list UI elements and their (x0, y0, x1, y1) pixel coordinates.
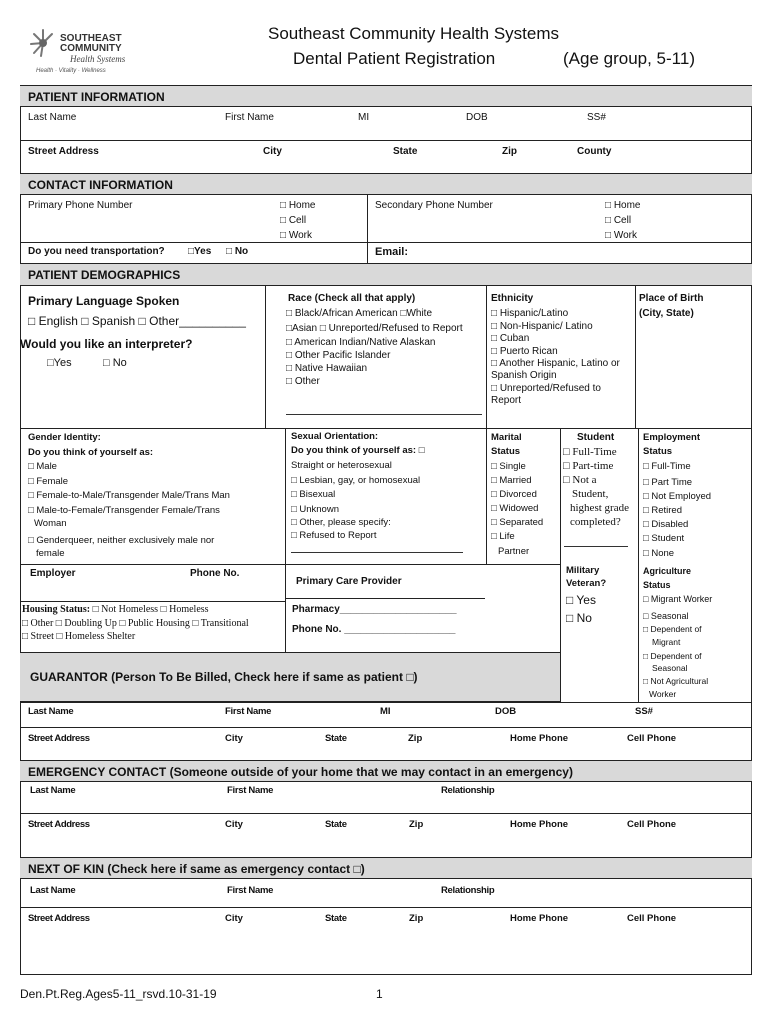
label-e-state: State (325, 819, 347, 830)
primary-work-checkbox[interactable]: □ Work (280, 230, 312, 241)
label-e-last-name: Last Name (30, 785, 76, 796)
label-city: City (263, 146, 282, 157)
marital-option[interactable]: □ Widowed (491, 503, 539, 514)
label-mi: MI (358, 112, 370, 123)
employment-option[interactable]: □ None (643, 548, 675, 559)
label-k-home-phone: Home Phone (510, 913, 569, 924)
logo-line1: SOUTHEAST (60, 33, 122, 44)
employment-option[interactable]: □ Full-Time (643, 461, 691, 472)
military-yes-checkbox[interactable]: □ Yes (566, 593, 596, 607)
label-orientation-question[interactable]: Do you think of yourself as: □ (291, 445, 425, 456)
student-option-cont: completed? (570, 516, 621, 528)
label-military-sub: Veteran? (566, 578, 607, 589)
housing-options-1[interactable]: □ Not Homeless □ Homeless (90, 604, 209, 615)
label-e-zip: Zip (409, 819, 424, 830)
employment-option[interactable]: □ Retired (643, 505, 683, 516)
ethnicity-option[interactable]: □ Unreported/Refused to (491, 383, 601, 394)
guarantor-heading[interactable]: GUARANTOR (Person To Be Billed, Check here if same as patient □) (30, 670, 418, 684)
label-g-last-name: Last Name (28, 706, 74, 717)
logo-line2: COMMUNITY (60, 43, 122, 54)
marital-option[interactable]: □ Divorced (491, 489, 537, 500)
label-g-cell-phone: Cell Phone (627, 733, 677, 744)
label-g-ssn: SS# (635, 706, 653, 717)
form-id: Den.Pt.Reg.Ages5-11_rsvd.10-31-19 (20, 987, 217, 1001)
sunburst-icon (28, 26, 58, 60)
contact-info-header: CONTACT INFORMATION (20, 173, 752, 195)
label-state: State (393, 146, 418, 157)
label-g-home-phone: Home Phone (510, 733, 569, 744)
label-g-zip: Zip (408, 733, 423, 744)
label-k-city: City (225, 913, 243, 924)
label-e-street: Street Address (28, 819, 90, 830)
gender-option[interactable]: □ Female (28, 476, 69, 487)
orientation-option: Straight or heterosexual (291, 460, 392, 471)
agriculture-option-cont: Seasonal (652, 663, 688, 673)
gender-option[interactable]: □ Female-to-Male/Transgender Male/Trans Man (28, 490, 230, 501)
logo-line3: Health Systems (70, 54, 126, 64)
label-birthplace: Place of Birth (639, 293, 704, 304)
label-pharmacy: Pharmacy_____________________ (292, 604, 457, 615)
interpreter-no-checkbox[interactable]: □ No (103, 357, 127, 369)
label-e-relationship: Relationship (441, 785, 495, 796)
label-race: Race (Check all that apply) (288, 293, 416, 304)
housing-options-2[interactable]: □ Other □ Doubling Up □ Public Housing □ Transitional (22, 618, 249, 629)
label-employment: Employment (643, 432, 701, 443)
label-agriculture: Agriculture (643, 566, 692, 576)
label-k-state: State (325, 913, 347, 924)
race-option[interactable]: □ American Indian/Native Alaskan (286, 337, 436, 348)
label-k-last-name: Last Name (30, 885, 76, 896)
primary-cell-checkbox[interactable]: □ Cell (280, 215, 307, 226)
agriculture-option[interactable]: □ Seasonal (643, 611, 689, 621)
ethnicity-option-cont: Report (491, 395, 522, 406)
agriculture-option[interactable]: □ Dependent of (643, 651, 702, 661)
ethnicity-option[interactable]: □ Another Hispanic, Latino or (491, 358, 620, 369)
employment-option[interactable]: □ Student (643, 533, 685, 544)
label-last-name: Last Name (28, 112, 77, 123)
gender-option[interactable]: □ Male-to-Female/Transgender Female/Trans (28, 505, 220, 516)
demographics-header: PATIENT DEMOGRAPHICS (20, 263, 752, 286)
student-option[interactable]: □ Part-time (563, 460, 614, 472)
label-g-city: City (225, 733, 243, 744)
agriculture-option-cont: Migrant (652, 637, 681, 647)
next-of-kin-heading[interactable]: NEXT OF KIN (Check here if same as emergency contact □) (28, 862, 365, 876)
form-title: Southeast Community Health Systems (268, 24, 560, 43)
logo-tagline: Health · Vitality · Wellness (36, 68, 106, 74)
gender-option-cont: female (36, 548, 65, 559)
ethnicity-option[interactable]: □ Non-Hispanic/ Latino (491, 321, 593, 332)
label-military: Military (566, 565, 600, 576)
housing-line1 (22, 604, 209, 616)
label-county: County (577, 146, 612, 157)
race-option[interactable]: □ Other (286, 376, 320, 387)
agriculture-option-cont: Worker (649, 689, 677, 699)
label-k-first-name: First Name (227, 885, 274, 896)
marital-option[interactable]: □ Married (491, 475, 532, 486)
label-birthplace-sub: (City, State) (639, 308, 694, 319)
patient-info-header: PATIENT INFORMATION (20, 85, 752, 107)
gender-option[interactable]: □ Male (28, 461, 57, 472)
ethnicity-option-cont: Spanish Origin (491, 370, 557, 381)
label-email: Email: (375, 246, 409, 258)
orientation-option[interactable]: □ Other, please specify: (291, 517, 391, 528)
label-orientation: Sexual Orientation: (291, 431, 379, 442)
race-option[interactable]: □ Black/African American □White (286, 308, 433, 319)
page-number: 1 (376, 987, 383, 1001)
language-options[interactable]: □ English □ Spanish □ Other__________ (28, 314, 246, 328)
marital-option-cont: Partner (498, 546, 530, 557)
label-k-zip: Zip (409, 913, 424, 924)
emergency-header (20, 760, 752, 782)
label-housing: Housing Status: (22, 604, 91, 615)
agriculture-option[interactable]: □ Migrant Worker (643, 594, 713, 604)
label-dob: DOB (466, 112, 488, 123)
label-primary-phone: Primary Phone Number (28, 200, 133, 211)
housing-options-3[interactable]: □ Street □ Homeless Shelter (22, 631, 136, 642)
label-g-first-name: First Name (225, 706, 272, 717)
gender-option-cont: Woman (34, 518, 67, 529)
label-marital-sub: Status (491, 446, 521, 457)
agriculture-option[interactable]: □ Not Agricultural (643, 676, 709, 686)
label-g-state: State (325, 733, 347, 744)
label-e-city: City (225, 819, 243, 830)
secondary-cell-checkbox[interactable]: □ Cell (605, 215, 632, 226)
race-option[interactable]: □ Native Hawaiian (286, 363, 368, 374)
label-employer: Employer (30, 568, 76, 579)
student-option[interactable]: □ Not a (563, 474, 597, 486)
label-e-home-phone: Home Phone (510, 819, 569, 830)
military-no-checkbox[interactable]: □ No (566, 611, 592, 625)
logo (24, 24, 144, 74)
student-option-cont: Student, (572, 488, 609, 500)
label-zip: Zip (502, 146, 517, 157)
label-e-cell-phone: Cell Phone (627, 819, 677, 830)
orientation-option[interactable]: □ Bisexual (291, 489, 336, 500)
label-employer-phone: Phone No. (190, 568, 240, 579)
label-k-relationship: Relationship (441, 885, 495, 896)
ethnicity-option[interactable]: □ Puerto Rican (491, 346, 558, 357)
employment-option[interactable]: □ Disabled (643, 519, 689, 530)
label-g-street: Street Address (28, 733, 90, 744)
label-marital: Marital (491, 432, 522, 443)
label-student: Student (577, 432, 615, 443)
label-employment-sub: Status (643, 446, 673, 457)
orientation-option[interactable]: □ Refused to Report (291, 530, 377, 541)
marital-option[interactable]: □ Single (491, 461, 526, 472)
ethnicity-option[interactable]: □ Hispanic/Latino (491, 308, 569, 319)
orientation-option[interactable]: □ Lesbian, gay, or homosexual (291, 475, 421, 486)
label-language: Primary Language Spoken (28, 294, 180, 308)
emergency-heading-sub: (Someone outside of your home that we may contact in an emergency) (166, 765, 573, 779)
agriculture-option[interactable]: □ Dependent of (643, 624, 702, 634)
label-primary-care: Primary Care Provider (296, 576, 402, 587)
race-option[interactable]: □Asian □ Unreported/Refused to Report (286, 323, 463, 334)
label-agriculture-sub: Status (643, 580, 671, 590)
emergency-heading: EMERGENCY CONTACT (28, 765, 167, 779)
label-gender-question: Do you think of yourself as: (28, 447, 154, 458)
marital-option[interactable]: □ Separated (491, 517, 544, 528)
transport-no-checkbox[interactable]: □ No (226, 246, 249, 257)
label-first-name: First Name (225, 112, 274, 123)
ethnicity-option[interactable]: □ Cuban (491, 333, 530, 344)
label-pharmacy-phone: Phone No. ____________________ (292, 624, 456, 635)
race-option[interactable]: □ Other Pacific Islander (286, 350, 391, 361)
label-k-cell-phone: Cell Phone (627, 913, 677, 924)
next-of-kin-header (20, 857, 752, 879)
student-option-cont: highest grade (570, 502, 629, 514)
form-subtitle: Dental Patient Registration (293, 49, 496, 68)
label-g-dob: DOB (495, 706, 517, 717)
label-e-first-name: First Name (227, 785, 274, 796)
student-option[interactable]: □ Full-Time (563, 446, 617, 458)
primary-home-checkbox[interactable]: □ Home (280, 200, 316, 211)
label-interpreter: Would you like an interpreter? (20, 337, 193, 351)
transport-yes-checkbox[interactable]: □Yes (188, 246, 212, 257)
secondary-work-checkbox[interactable]: □ Work (605, 230, 637, 241)
label-street: Street Address (28, 146, 99, 157)
label-ethnicity: Ethnicity (491, 293, 534, 304)
label-g-mi: MI (380, 706, 391, 717)
marital-option[interactable]: □ Life (491, 531, 515, 542)
interpreter-yes-checkbox[interactable]: □Yes (47, 357, 72, 369)
employment-option[interactable]: □ Part Time (643, 477, 693, 488)
age-group: (Age group, 5-11) (563, 49, 695, 68)
label-k-street: Street Address (28, 913, 90, 924)
employment-option[interactable]: □ Not Employed (643, 491, 712, 502)
label-transportation: Do you need transportation? (28, 246, 165, 257)
label-gender: Gender Identity: (28, 432, 101, 443)
label-ssn: SS# (587, 112, 606, 123)
orientation-option[interactable]: □ Unknown (291, 504, 339, 515)
gender-option[interactable]: □ Genderqueer, neither exclusively male nor (28, 535, 215, 546)
secondary-home-checkbox[interactable]: □ Home (605, 200, 641, 211)
label-secondary-phone: Secondary Phone Number (375, 200, 493, 211)
